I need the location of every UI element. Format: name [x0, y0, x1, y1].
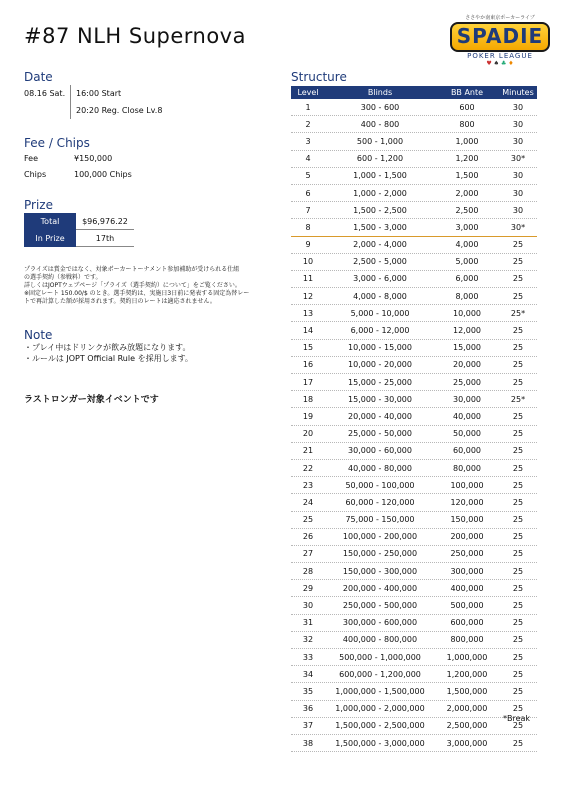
structure-row: [291, 151, 537, 168]
blinds-cell: 2,000 - 4,000: [353, 240, 407, 250]
bb-ante-cell: 15,000: [453, 343, 481, 353]
page-title: #87 NLH Supernova: [24, 24, 246, 48]
blinds-cell: 10,000 - 20,000: [348, 360, 412, 370]
bb-ante-cell: 12,000: [453, 326, 481, 336]
structure-row: [291, 168, 537, 185]
bb-ante-cell: 250,000: [450, 549, 484, 559]
minutes-cell: 25: [512, 704, 524, 714]
chips-value: 100,000 Chips: [74, 170, 132, 179]
note-list: [24, 342, 193, 364]
bb-ante-cell: 500,000: [450, 601, 484, 611]
structure-row: [291, 391, 537, 408]
blinds-cell: 1,500,000 - 2,500,000: [335, 721, 425, 731]
note-heading: Note: [24, 328, 53, 342]
minutes-cell: 25: [512, 601, 524, 611]
bb-ante-cell: 8,000: [455, 291, 479, 301]
blinds-cell: 1,000,000 - 1,500,000: [335, 686, 425, 696]
bb-ante-cell: 3,000,000: [446, 738, 488, 748]
minutes-cell: 30: [512, 119, 524, 129]
note-item: ・ルールは JOPT Official Rule を採用します。: [24, 354, 193, 363]
minutes-cell: 25: [512, 274, 524, 284]
fee-heading: Fee / Chips: [24, 136, 90, 150]
blinds-cell: 150,000 - 250,000: [342, 549, 418, 559]
blinds-cell: 75,000 - 150,000: [345, 515, 415, 525]
blinds-cell: 200,000 - 400,000: [342, 583, 418, 593]
level-cell: 31: [302, 618, 314, 628]
structure-row: [291, 512, 537, 529]
bb-ante-cell: 200,000: [450, 532, 484, 542]
col-level: Level: [297, 88, 319, 97]
level-cell: 24: [302, 497, 314, 507]
level-cell: 22: [302, 463, 314, 473]
minutes-cell: 30: [512, 136, 524, 146]
minutes-cell: 25: [512, 549, 524, 559]
structure-row: [291, 133, 537, 150]
blinds-cell: 300 - 600: [360, 102, 400, 112]
bb-ante-cell: 6,000: [455, 274, 479, 284]
blinds-cell: 4,000 - 8,000: [353, 291, 407, 301]
minutes-cell: 25: [512, 669, 524, 679]
level-cell: 9: [305, 240, 311, 250]
level-cell: 35: [302, 686, 314, 696]
blinds-cell: 50,000 - 100,000: [345, 480, 415, 490]
col-minutes: Minutes: [502, 88, 534, 97]
structure-row: [291, 408, 537, 425]
structure-header-row: [291, 86, 537, 99]
minutes-cell: 25: [512, 291, 524, 301]
date-heading: Date: [24, 70, 53, 84]
level-cell: 12: [302, 291, 314, 301]
minutes-cell: 25: [512, 686, 524, 696]
minutes-cell: 25: [512, 240, 524, 250]
bb-ante-cell: 4,000: [455, 240, 479, 250]
blinds-cell: 5,000 - 10,000: [350, 308, 410, 318]
structure-row: [291, 305, 537, 322]
blinds-cell: 60,000 - 120,000: [345, 497, 415, 507]
structure-row: [291, 494, 537, 511]
level-cell: 26: [302, 532, 314, 542]
bb-ante-cell: 5,000: [455, 257, 479, 267]
blinds-cell: 1,000,000 - 2,000,000: [335, 704, 425, 714]
structure-row: [291, 632, 537, 649]
minutes-cell: 25: [512, 652, 524, 662]
minutes-cell: 25: [512, 480, 524, 490]
minutes-cell: 25: [512, 257, 524, 267]
minutes-cell: 25: [512, 497, 524, 507]
logo-sub: POKER LEAGUE: [467, 52, 533, 60]
blinds-cell: 100,000 - 200,000: [342, 532, 418, 542]
level-cell: 4: [305, 154, 311, 164]
level-cell: 1: [305, 102, 311, 112]
minutes-cell: 30: [512, 188, 524, 198]
logo-main: SPADIE: [450, 22, 550, 52]
minutes-cell: 25: [512, 463, 524, 473]
level-cell: 27: [302, 549, 314, 559]
blinds-cell: 600,000 - 1,200,000: [339, 669, 421, 679]
blinds-cell: 500,000 - 1,000,000: [339, 652, 421, 662]
level-cell: 34: [302, 669, 314, 679]
note-item: ・プレイ中はドリンクが飲み放題になります。: [24, 343, 191, 352]
blinds-cell: 3,000 - 6,000: [353, 274, 407, 284]
structure-row: [291, 460, 537, 477]
minutes-cell: 25: [512, 566, 524, 576]
bb-ante-cell: 1,500,000: [446, 686, 488, 696]
blinds-cell: 25,000 - 50,000: [348, 429, 412, 439]
blinds-cell: 15,000 - 30,000: [348, 394, 412, 404]
level-cell: 11: [302, 274, 314, 284]
blinds-cell: 300,000 - 600,000: [342, 618, 418, 628]
level-cell: 38: [302, 738, 314, 748]
blinds-cell: 2,500 - 5,000: [353, 257, 407, 267]
blinds-cell: 600 - 1,200: [356, 154, 404, 164]
bb-ante-cell: 40,000: [453, 411, 481, 421]
level-cell: 5: [305, 171, 311, 181]
date-start: 16:00 Start: [76, 89, 122, 98]
bb-ante-cell: 100,000: [450, 480, 484, 490]
bb-ante-cell: 1,500: [455, 171, 479, 181]
prize-disclaimer: [24, 266, 274, 306]
date-divider: [70, 85, 71, 119]
col-bb-ante: BB Ante: [450, 88, 484, 97]
minutes-cell: 25: [512, 326, 524, 336]
minutes-cell: 25: [512, 429, 524, 439]
structure-row: [291, 546, 537, 563]
structure-row: [291, 374, 537, 391]
bb-ante-cell: 600,000: [450, 618, 484, 628]
level-cell: 33: [302, 652, 314, 662]
structure-row: [291, 116, 537, 133]
logo-tagline: ささやか南東京ポーカーライブ: [465, 15, 535, 21]
minutes-cell: 25: [512, 721, 524, 731]
blinds-cell: 20,000 - 40,000: [348, 411, 412, 421]
minutes-cell: 25: [512, 532, 524, 542]
structure-row: [291, 597, 537, 614]
bb-ante-cell: 800: [459, 119, 475, 129]
bb-ante-cell: 300,000: [450, 566, 484, 576]
structure-row: [291, 426, 537, 443]
bb-ante-cell: 2,000,000: [446, 704, 488, 714]
disclaimer-line: 詳しくはJOPTウェブページ「プライズ（選手契約）について」をご覧ください。: [24, 282, 241, 289]
structure-row: [291, 529, 537, 546]
blinds-cell: 1,000 - 2,000: [353, 188, 407, 198]
level-cell: 37: [302, 721, 314, 731]
structure-row: [291, 340, 537, 357]
minutes-cell: 25: [512, 583, 524, 593]
structure-row: [291, 683, 537, 700]
bb-ante-cell: 20,000: [453, 360, 481, 370]
blinds-cell: 400 - 800: [360, 119, 400, 129]
level-cell: 21: [302, 446, 314, 456]
date-close: 20:20 Reg. Close Lv.8: [76, 106, 163, 115]
level-cell: 16: [302, 360, 314, 370]
logo-suits: ♥ ♠ ♣ ♦: [486, 60, 514, 67]
bb-ante-cell: 2,500,000: [446, 721, 488, 731]
bb-ante-cell: 25,000: [453, 377, 481, 387]
bb-ante-cell: 1,000: [455, 136, 479, 146]
disclaimer-line: プライズは賞金ではなく、対象ポーカートーナメント参加補助が受けられる仕組: [24, 266, 240, 273]
minutes-cell: 25: [512, 411, 524, 421]
structure-row: [291, 271, 537, 288]
minutes-cell: 25*: [510, 394, 526, 404]
structure-row: [291, 322, 537, 339]
level-cell: 3: [305, 136, 311, 146]
structure-row: [291, 288, 537, 305]
blinds-cell: 500 - 1,000: [356, 136, 404, 146]
minutes-cell: 30*: [510, 154, 526, 164]
bb-ante-cell: 800,000: [450, 635, 484, 645]
structure-row: [291, 477, 537, 494]
fee-label: Fee: [24, 154, 39, 163]
structure-body: [291, 99, 537, 752]
bb-ante-cell: 2,000: [455, 188, 479, 198]
bb-ante-cell: 150,000: [450, 515, 484, 525]
break-footnote: *Break: [503, 714, 531, 723]
bb-ante-cell: 400,000: [450, 583, 484, 593]
minutes-cell: 30: [512, 102, 524, 112]
bb-ante-cell: 80,000: [453, 463, 481, 473]
structure-row: [291, 99, 537, 116]
minutes-cell: 25: [512, 377, 524, 387]
prize-table: [24, 213, 134, 247]
minutes-cell: 25: [512, 446, 524, 456]
level-cell: 18: [302, 394, 314, 404]
minutes-cell: 25: [512, 515, 524, 525]
blinds-cell: 250,000 - 500,000: [342, 601, 418, 611]
structure-row: [291, 580, 537, 597]
prize-heading: Prize: [24, 198, 53, 212]
level-cell: 36: [302, 704, 314, 714]
blinds-cell: 10,000 - 15,000: [348, 343, 412, 353]
level-cell: 6: [305, 188, 311, 198]
blinds-cell: 15,000 - 25,000: [348, 377, 412, 387]
bb-ante-cell: 1,200,000: [446, 669, 488, 679]
blinds-cell: 6,000 - 12,000: [350, 326, 410, 336]
structure-table: [291, 86, 537, 752]
minutes-cell: 30: [512, 205, 524, 215]
disclaimer-line: ※固定レート 150.00/$ のとき。選手契約は、実施日3日前に発表する固定為替レー: [24, 290, 250, 297]
blinds-cell: 400,000 - 800,000: [342, 635, 418, 645]
chips-label: Chips: [24, 170, 47, 179]
structure-row: [291, 615, 537, 632]
structure-row: [291, 718, 537, 735]
structure-row: [291, 202, 537, 219]
level-cell: 20: [302, 429, 314, 439]
structure-row: [291, 701, 537, 718]
bb-ante-cell: 1,200: [455, 154, 479, 164]
fee-value: ¥150,000: [74, 154, 113, 163]
structure-row: [291, 666, 537, 683]
structure-row: [291, 254, 537, 271]
prize-inprize-value: 17th: [76, 230, 134, 247]
blinds-cell: 1,500,000 - 3,000,000: [335, 738, 425, 748]
level-cell: 23: [302, 480, 314, 490]
level-cell: 2: [305, 119, 311, 129]
blinds-cell: 1,500 - 3,000: [353, 222, 407, 232]
level-cell: 7: [305, 205, 311, 215]
col-blinds: Blinds: [367, 88, 393, 97]
level-cell: 25: [302, 515, 314, 525]
blinds-cell: 40,000 - 80,000: [348, 463, 412, 473]
minutes-cell: 30*: [510, 222, 526, 232]
level-cell: 17: [302, 377, 314, 387]
minutes-cell: 30: [512, 171, 524, 181]
prize-total-label: Total: [24, 213, 76, 230]
date-day: 08.16 Sat.: [24, 89, 66, 98]
level-cell: 14: [302, 326, 314, 336]
last-longer-notice: ラストロンガー対象イベントです: [24, 395, 159, 405]
blinds-cell: 30,000 - 60,000: [348, 446, 412, 456]
disclaimer-line: トで再計算した額が採用されます。契約日のレートは適応されません。: [24, 298, 216, 305]
bb-ante-cell: 600: [459, 102, 475, 112]
level-cell: 8: [305, 222, 311, 232]
bb-ante-cell: 50,000: [453, 429, 481, 439]
minutes-cell: 25: [512, 360, 524, 370]
structure-row: [291, 649, 537, 666]
minutes-cell: 25*: [510, 308, 526, 318]
minutes-cell: 25: [512, 635, 524, 645]
structure-heading: Structure: [291, 70, 347, 84]
blinds-cell: 150,000 - 300,000: [342, 566, 418, 576]
level-cell: 30: [302, 601, 314, 611]
structure-row: [291, 237, 537, 254]
bb-ante-cell: 3,000: [455, 222, 479, 232]
bb-ante-cell: 1,000,000: [446, 652, 488, 662]
bb-ante-cell: 30,000: [453, 394, 481, 404]
structure-row: [291, 443, 537, 460]
blinds-cell: 1,000 - 1,500: [353, 171, 407, 181]
structure-row: [291, 563, 537, 580]
level-cell: 15: [302, 343, 314, 353]
spadie-logo: [450, 14, 550, 74]
structure-row: [291, 357, 537, 374]
minutes-cell: 25: [512, 618, 524, 628]
prize-total-row: [24, 213, 134, 230]
prize-inprize-row: [24, 230, 134, 247]
level-cell: 28: [302, 566, 314, 576]
bb-ante-cell: 10,000: [453, 308, 481, 318]
level-cell: 19: [302, 411, 314, 421]
minutes-cell: 25: [512, 343, 524, 353]
prize-inprize-label: In Prize: [24, 230, 76, 247]
structure-row: [291, 185, 537, 202]
bb-ante-cell: 2,500: [455, 205, 479, 215]
prize-total-value: $96,976.22: [76, 213, 134, 230]
structure-row: [291, 735, 537, 752]
level-cell: 10: [302, 257, 314, 267]
level-cell: 32: [302, 635, 314, 645]
structure-row: [291, 219, 537, 236]
blinds-cell: 1,500 - 2,500: [353, 205, 407, 215]
level-cell: 13: [302, 308, 314, 318]
minutes-cell: 25: [512, 738, 524, 748]
disclaimer-line: の選手契約（参戦料）です。: [24, 274, 102, 281]
level-cell: 29: [302, 583, 314, 593]
bb-ante-cell: 120,000: [450, 497, 484, 507]
bb-ante-cell: 60,000: [453, 446, 481, 456]
